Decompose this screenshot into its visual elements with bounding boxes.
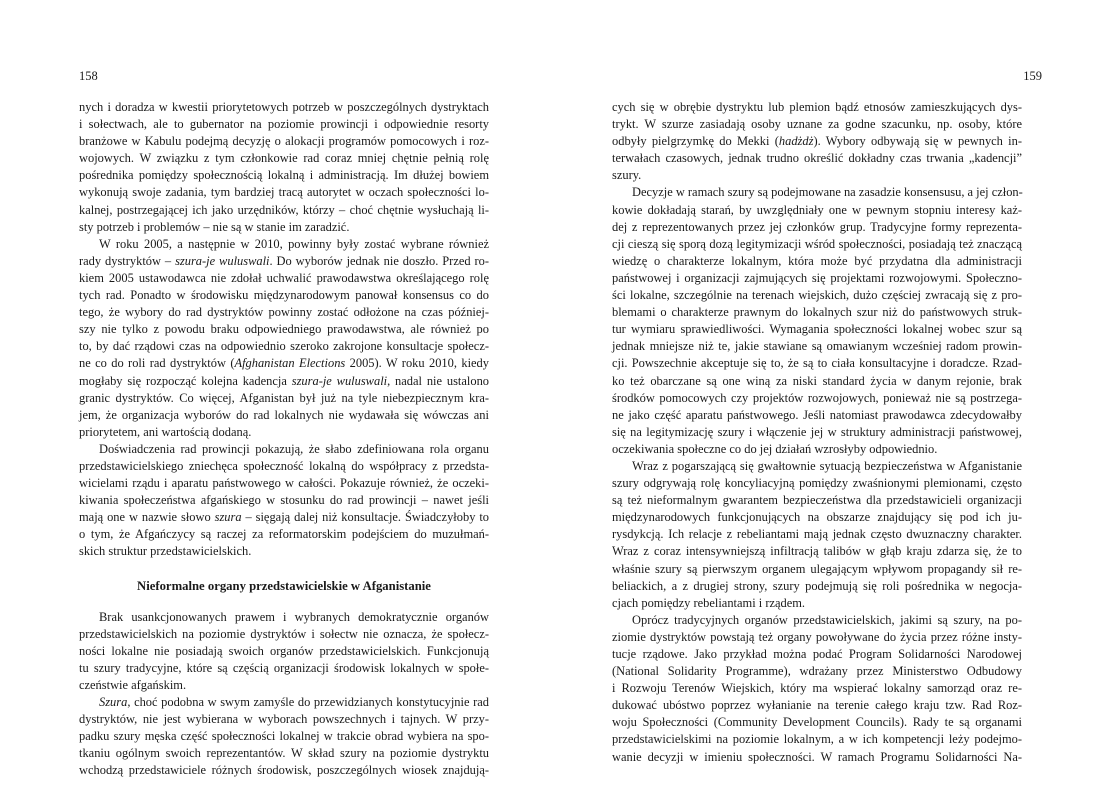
text-line: kiwania społeczeństwa afgańskiego w stosunku do rad prowincji – nawet jeśli — [79, 493, 489, 508]
text-line: wchodzą przedstawiciele różnych środowisk, poszczególnych wiosek znajdują- — [79, 763, 489, 778]
paragraph — [612, 99, 1022, 184]
text-run: , nadal nie ustalono — [387, 373, 490, 388]
text-line: międzynarodowych funkcjonujących na obszarze znajdujący się pod ich ju- — [612, 510, 1022, 525]
paragraph — [612, 458, 1022, 612]
text-line: rysdykcją. Ich relacje z rebeliantami mają jednak często dwuznaczny charakter. — [612, 527, 1022, 542]
text-line: pośrednika pomiędzy społecznością lokalną i administracją. Im dłużej bowiem — [79, 168, 489, 183]
text-line — [612, 133, 1022, 150]
text-line: tucje rządowe. Jako przykład można podać Program Solidarności Narodowej — [612, 647, 1022, 661]
text-run: mogłaby się rozpocząć kolejna kadencja — [79, 373, 292, 388]
left-page — [79, 0, 489, 796]
text-line: woju Społeczności (Community Development Councils). Rady te są organami — [612, 715, 1022, 730]
text-line: tego, że wybory do rad dystryktów powinny zostać odłożone na czas później- — [79, 305, 489, 320]
text-line: kalnej, postrzegającej ich jako urzędników, którzy – choć chętnie wysłuchają li- — [79, 202, 489, 217]
italic-term: hadżdż — [778, 134, 814, 149]
text-line — [79, 355, 489, 372]
text-line: wanie decyzji w imieniu społeczności. W ramach Programu Solidarności Na- — [612, 749, 1022, 764]
text-line: środków pomocowych czy projektów rozwojowych, ponieważ nie są postrzega- — [612, 390, 1022, 405]
text-run: – sięgają dalej niż konsultacje. Świadczyłoby to — [241, 510, 489, 525]
text-line: Doświadczenia rad prowincji pokazują, że słabo zdefiniowana rola organu — [99, 441, 489, 456]
text-line: cji cieszą się sporą dozą legitymizacji wśród społeczności, posiadają też znaczącą — [612, 236, 1022, 251]
text-line: są też nieformalnym gwarantem bezpieczeństwa dla przedstawicieli organizacji — [612, 493, 1022, 508]
paragraph — [79, 236, 489, 441]
text-line: sty potrzeb i problemów – nie są w stanie im zaradzić. — [79, 219, 350, 234]
text-line: branżowe w Kabulu podejmą decyzję o alokacji programów pomocowych i roz- — [79, 134, 489, 149]
right-page — [612, 0, 1042, 796]
italic-term: Afghanistan Elections — [234, 356, 346, 371]
text-line: szury odgrywają rolę koncyliacyjną pomiędzy zwaśnionymi plemionami, często — [612, 476, 1022, 491]
text-line: oczekiwania społeczne co do jej działań wzrosłyby odpowiednio. — [612, 441, 938, 456]
text-line: szy nie tylko z powodu braku odpowiedniego prawodawstwa, ale również po — [79, 322, 489, 337]
paragraph — [79, 441, 489, 561]
paragraph — [612, 612, 1022, 766]
text-line: to, by dać rządowi czas na odpowiednio szeroko zakrojone konsultacje społecz- — [79, 339, 489, 354]
text-line: tkaniu ogólnym swoich reprezentantów. W skład szury na poziomie dystryktu — [79, 746, 489, 761]
text-line: przedstawicielskich na poziomie dystryktów i sołectw nie oznacza, że społecz- — [79, 626, 489, 641]
page-number: 159 — [1023, 69, 1042, 83]
text-line — [79, 253, 489, 270]
text-line: ko też obarczane są one winą za niski standard życia w danym rejonie, brak — [612, 373, 1022, 388]
text-run: odbyły pielgrzymkę do Mekki ( — [612, 134, 779, 149]
paragraph — [79, 99, 489, 236]
section-heading: Nieformalne organy przedstawicielskie w Afganistanie — [137, 578, 431, 593]
text-line: blemami o charakterze prawnym do lokalnych szur niż do państwowych struk- — [612, 305, 1022, 320]
text-line: granic dystryktów. Co więcej, Afganistan był już na tyle niebezpiecznym kra- — [79, 390, 489, 405]
text-line: czeństwie afgańskim. — [79, 677, 187, 692]
paragraph — [612, 184, 1022, 458]
text-line: i sołectwach, ale to gubernator na poziomie prowincji i odpowiednie resorty — [79, 117, 489, 132]
text-line: wicielami rządu i aparatu państwowego w całości. Pokazuje również, że oczeki- — [79, 476, 489, 491]
text-line — [79, 509, 489, 526]
text-line: padku szury męska część społeczności lokalnej w trakcie obrad wybiera na spo- — [79, 729, 489, 744]
text-line: jednak mniejsze niż te, jakie stawiane są omawianym wcześniej radom prowin- — [612, 339, 1022, 354]
text-line: się na legitymizację szury i włączenie jej w struktury administracji państwowej, — [612, 424, 1022, 439]
text-run: ). Wybory odbywają się w pewnych in- — [813, 134, 1022, 149]
text-line: tych rad. Ponadto w środowisku międzynarodowym panował konsensus co do — [79, 288, 489, 303]
italic-term: szura — [214, 510, 242, 525]
text-run: , choć podobna w swym zamyśle do przewidzianych konstytucyjnie rad — [127, 695, 489, 709]
text-line: ne jako część aparatu państwowego. Jeśli natomiast prawodawca zdecydowałby — [612, 407, 1022, 422]
text-line: dej z reprezentowanych przez jej członków grup. Tradycyjne formy reprezenta- — [612, 219, 1022, 234]
text-line: ści lokalne, szczególnie na terenach wiejskich, dużo częściej zwracają się z pro- — [612, 288, 1022, 303]
text-run: ne co do roli rad dystryktów ( — [79, 356, 235, 371]
text-line: wojowych. W związku z tym członkowie rad coraz mniej chętnie pełnią rolę — [79, 151, 489, 166]
text-line: cjach pomiędzy rebeliantami i rządem. — [612, 595, 806, 610]
text-line: nych i doradza w kwestii priorytetowych potrzeb w poszczególnych dystryktach — [79, 100, 489, 114]
text-line: jem, że organizacja wyborów do rad lokalnych nie wydawała się wówczas ani — [79, 407, 489, 422]
text-line: dukować ubóstwo poprzez wyłanianie na terenie całego kraju tzw. Rad Roz- — [612, 698, 1022, 713]
text-line: Decyzje w ramach szury są podejmowane na zasadzie konsensusu, a jej człon- — [632, 185, 1023, 200]
text-line: Wraz z pogarszającą się gwałtownie sytuacją bezpieczeństwa w Afganistanie — [632, 458, 1022, 473]
text-run: 2005). W roku 2010, kiedy — [345, 356, 489, 371]
text-line: wykonują swoje zadania, tym bardziej tracą autorytet w oczach społeczności lo- — [79, 185, 489, 200]
italic-term: szura-je wuluswali — [291, 373, 388, 388]
text-line: przedstawicielskiego zniechęca społeczność lokalną do współpracy z przedsta- — [79, 458, 489, 473]
text-line: cych się w obrębie dystryktu lub plemion bądź etnosów zamieszkujących dys- — [612, 100, 1022, 114]
right-page-body — [612, 99, 1022, 766]
text-run: rady dystryktów – — [79, 253, 176, 268]
text-line: właśnie szury są pierwszym organem ulegającym wpływom propagandy sił re- — [612, 561, 1022, 576]
text-line: ności lokalne nie posiadają swoich organów przedstawicielskich. Funkcjonują — [79, 643, 489, 658]
paragraph — [79, 694, 489, 779]
text-line: terwałach czasowych, jednak trudno określić dokładny czas trwania „kadencji” — [612, 151, 1022, 166]
page-number: 158 — [79, 69, 98, 83]
text-line: państwowej i organizacji zajmujących się projektami rozwojowymi. Społeczno- — [612, 270, 1022, 285]
text-line: ziomie dystryktów powstają też organy powoływane do życia przez różne insty- — [612, 629, 1022, 644]
text-line: Brak usankcjonowanych prawem i wybranych demokratycznie organów — [99, 609, 489, 624]
text-line: tu szury tradycyjne, które są częścią organizacji środowisk lokalnych w społe- — [79, 660, 489, 675]
text-line: kiem 2005 ustawodawca nie zdołał uchwalić prawodawstwa określającego rolę — [79, 270, 489, 285]
text-line: beliackich, a z drugiej strony, szury podejmują się roli pośrednika w negocja- — [612, 578, 1022, 593]
text-line: W roku 2005, a następnie w 2010, powinny były zostać wybrane również — [99, 236, 489, 251]
text-line: przedstawicielskimi na poziomie lokalnym, a w ich kompetencji leży podejmo- — [612, 732, 1022, 747]
text-line: wiedzę o charakterze lokalnym, która może być przydatna dla administracji — [612, 253, 1022, 268]
left-page-body — [79, 99, 489, 779]
text-line: o tym, że Afgańczycy są raczej za reformatorskim podejściem do muzułmań- — [79, 527, 489, 542]
italic-term: szura-je wuluswali — [175, 253, 270, 268]
text-line: tur wymiaru sprawiedliwości. Wymagania społeczności lokalnej wobec szur są — [612, 322, 1022, 337]
text-line — [79, 694, 489, 711]
paragraph — [79, 609, 489, 694]
text-line — [79, 373, 489, 390]
text-line: dystryktów, nie jest wybierana w wyborach powszechnych i tajnych. W przy- — [79, 712, 489, 727]
text-line: kowie dokładają starań, by uwzględniały one w pewnym stopniu interesy każ- — [612, 202, 1022, 217]
text-line: (National Solidarity Programme), wdrażany przez Ministerstwo Odbudowy — [612, 664, 1022, 679]
text-run: . Do wyborów jednak nie doszło. Przed ro- — [269, 253, 489, 268]
text-line: Oprócz tradycyjnych organów przedstawicielskich, jakimi są szury, na po- — [632, 612, 1022, 627]
italic-term: Szura — [99, 695, 128, 709]
text-line: trykt. W szurze zasiadają osoby uznane za godne szacunku, np. osoby, które — [612, 117, 1022, 132]
text-line: cji. Powszechnie akceptuje się to, że są to ciała konsultacyjne i doradcze. Rzad- — [612, 356, 1022, 371]
text-line: szury. — [612, 168, 642, 183]
text-line: Wraz z coraz intensywniejszą infiltracją talibów w głąb kraju zdarza się, że to — [612, 544, 1022, 559]
text-line: skich struktur przedstawicielskich. — [79, 544, 252, 559]
text-run: mają one w nazwie słowo — [79, 510, 215, 525]
text-line: priorytetem, ani wartością dodaną. — [79, 424, 252, 439]
text-line: i Rozwoju Terenów Wiejskich, który ma wspierać lokalny samorząd oraz re- — [612, 681, 1022, 696]
